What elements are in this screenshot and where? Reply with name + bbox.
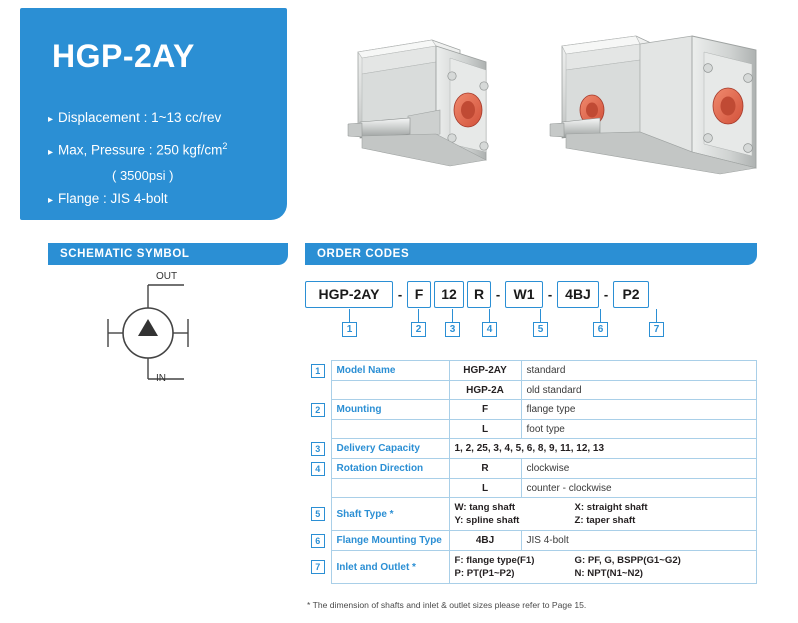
row-number-cell	[305, 551, 331, 584]
row-badge-7: 7	[311, 560, 325, 574]
inlet-p: P: PT(P1~P2)	[454, 568, 515, 579]
table-row-shaft-type	[305, 498, 757, 531]
row-item-label: Inlet and Outlet *	[331, 551, 449, 584]
row-code-value: L	[449, 420, 521, 439]
spec-displacement: ▸ Displacement : 1~13 cc/rev	[48, 110, 222, 125]
row-number-cell	[305, 459, 331, 479]
pump-left	[348, 40, 488, 166]
row-item-label: Delivery Capacity	[331, 439, 449, 459]
pump-right	[550, 36, 756, 174]
schematic-section-title: SCHEMATIC SYMBOL	[48, 243, 288, 265]
row-code-value: 4BJ	[449, 531, 521, 551]
row-number-cell	[305, 498, 331, 531]
marker-4: 4	[482, 322, 497, 337]
code-separator: -	[397, 286, 403, 302]
pressure-superscript: 2	[222, 141, 228, 151]
row-item-label: Flange Mounting Type	[331, 531, 449, 551]
row-badge-4: 4	[311, 462, 325, 476]
marker-6: 6	[593, 322, 608, 337]
shaft-type-values	[449, 498, 757, 531]
table-row	[305, 400, 757, 420]
marker-2: 2	[411, 322, 426, 337]
spec-flange: ▸ Flange : JIS 4-bolt	[48, 190, 168, 206]
code-box-shaft[interactable]: W1	[505, 281, 543, 308]
inlet-f: F: flange type(F1)	[454, 555, 535, 566]
order-code-markers	[305, 309, 757, 339]
row-description: clockwise	[521, 459, 757, 479]
row-badge-5: 5	[311, 507, 325, 521]
row-item-label: Shaft Type *	[331, 498, 449, 531]
row-description: flange type	[521, 400, 757, 420]
marker-7: 7	[649, 322, 664, 337]
order-code-row	[305, 279, 757, 309]
row-number-cell	[305, 420, 331, 439]
inlet-g: G: PF, G, BSPP(G1~G2)	[574, 555, 681, 566]
row-badge-3: 3	[311, 442, 325, 456]
table-row	[305, 420, 757, 439]
row-badge-2: 2	[311, 403, 325, 417]
row-description: standard	[521, 361, 757, 381]
pump-illustrations	[300, 10, 790, 220]
code-box-mounting[interactable]: F	[407, 281, 431, 308]
table-footnote: * The dimension of shafts and inlet & outlet sizes please refer to Page 15.	[307, 600, 587, 610]
row-number-cell	[305, 531, 331, 551]
order-codes-panel	[305, 243, 757, 339]
table-row	[305, 459, 757, 479]
code-separator: -	[603, 286, 609, 302]
order-code-table	[305, 360, 757, 584]
row-code-value: HGP-2A	[449, 381, 521, 400]
row-number-cell	[305, 439, 331, 459]
code-box-capacity[interactable]: 12	[434, 281, 464, 308]
row-description: counter - clockwise	[521, 479, 757, 498]
spec-max-pressure: ▸ Max, Pressure : 250 kgf/$cm^2$	[48, 141, 228, 158]
inlet-outlet-values	[449, 551, 757, 584]
row-item-label	[331, 381, 449, 400]
table-row-flange	[305, 531, 757, 551]
row-description: JIS 4-bolt	[521, 531, 757, 551]
specification-list	[48, 105, 278, 214]
code-box-inlet-outlet[interactable]: P2	[613, 281, 649, 308]
port-out-label: OUT	[156, 271, 178, 282]
inlet-n: N: NPT(N1~N2)	[574, 568, 643, 579]
row-description: old standard	[521, 381, 757, 400]
bullet-arrow-icon: ▸	[48, 114, 54, 125]
shaft-y: Y: spline shaft	[454, 515, 520, 526]
row-badge-6: 6	[311, 534, 325, 548]
table-row-inlet-outlet	[305, 551, 757, 584]
row-number-cell	[305, 479, 331, 498]
row-badge-1: 1	[311, 364, 325, 378]
order-codes-section-title: ORDER CODES	[305, 243, 757, 265]
row-description: foot type	[521, 420, 757, 439]
port-in-label: IN	[156, 373, 166, 384]
row-code-value: HGP-2AY	[449, 361, 521, 381]
bullet-arrow-icon: ▸	[48, 194, 54, 206]
shaft-x: X: straight shaft	[574, 502, 648, 513]
spec-max-pressure-psi: ( 3500psi )	[112, 167, 174, 183]
row-item-label: Model Name	[331, 361, 449, 381]
row-item-label: Rotation Direction	[331, 459, 449, 479]
row-code-value: L	[449, 479, 521, 498]
table-row	[305, 439, 757, 459]
shaft-w: W: tang shaft	[454, 502, 516, 513]
row-number-cell	[305, 381, 331, 400]
table-row	[305, 381, 757, 400]
shaft-z: Z: taper shaft	[574, 515, 636, 526]
code-separator: -	[547, 286, 553, 302]
row-code-value: R	[449, 459, 521, 479]
row-number-cell	[305, 361, 331, 381]
row-item-label	[331, 420, 449, 439]
table-row	[305, 479, 757, 498]
row-item-label	[331, 479, 449, 498]
schematic-symbol-panel	[48, 243, 288, 390]
bullet-arrow-icon: ▸	[48, 146, 54, 158]
code-box-model[interactable]: HGP-2AY	[305, 281, 393, 308]
code-box-rotation[interactable]: R	[467, 281, 491, 308]
row-number-cell	[305, 400, 331, 420]
code-separator: -	[495, 286, 501, 302]
marker-5: 5	[533, 322, 548, 337]
pump-symbol-svg	[48, 275, 288, 390]
row-item-label: Mounting	[331, 400, 449, 420]
page-title: HGP-2AY	[52, 38, 195, 74]
marker-1: 1	[342, 322, 357, 337]
schematic-drawing	[48, 271, 288, 390]
row-capacity-values: 1, 2, 25, 3, 4, 5, 6, 8, 9, 11, 12, 13	[449, 439, 757, 459]
marker-3: 3	[445, 322, 460, 337]
product-photos	[300, 10, 790, 220]
code-box-flange[interactable]: 4BJ	[557, 281, 599, 308]
table-row	[305, 361, 757, 381]
row-code-value: F	[449, 400, 521, 420]
